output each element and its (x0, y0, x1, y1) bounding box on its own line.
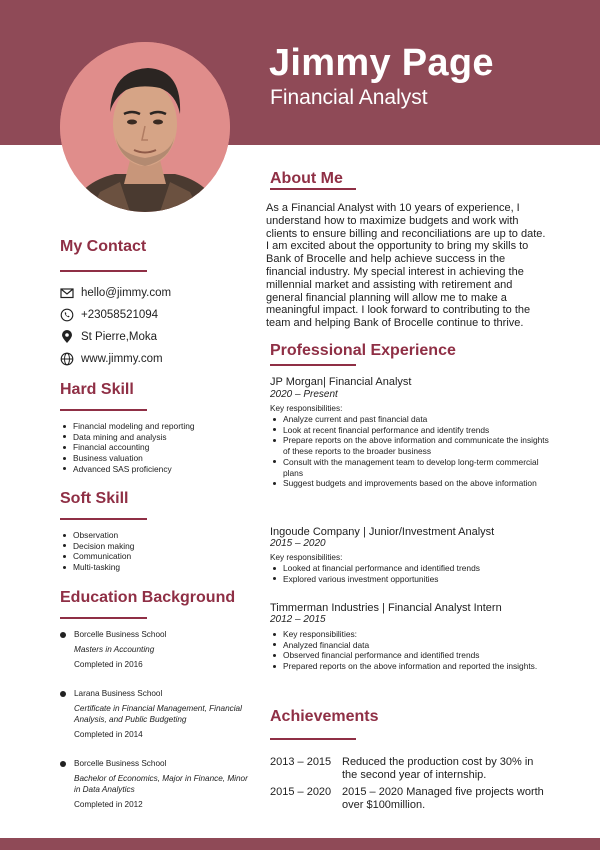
achievement-years: 2013 – 2015 (270, 756, 332, 768)
job-responsibilities (270, 414, 555, 489)
education-degree: Bachelor of Economics, Major in Finance, Minor in Data Analytics (74, 774, 248, 794)
hard-skill-list (60, 421, 250, 475)
education-school: Borcelle Business School (74, 759, 167, 768)
contact-website[interactable] (60, 352, 163, 366)
job-dates: 2015 – 2020 (270, 538, 326, 549)
contact-location (60, 330, 157, 344)
education-degree: Masters in Accounting (74, 645, 155, 654)
education-entry (60, 688, 250, 740)
contact-website-text: www.jimmy.com (81, 353, 163, 365)
list-item: Data mining and analysis (60, 432, 250, 443)
mail-icon (60, 286, 74, 300)
list-item: Financial modeling and reporting (60, 421, 250, 432)
list-item: Suggest budgets and improvements based on the above information (270, 478, 555, 489)
list-item: Advanced SAS proficiency (60, 464, 250, 475)
contact-title: My Contact (60, 238, 147, 255)
list-item: Analyze current and past financial data (270, 414, 555, 425)
portrait-illustration (60, 42, 230, 212)
profile-photo (60, 42, 230, 212)
contact-divider (60, 270, 147, 272)
job-responsibilities (270, 563, 555, 584)
job-responsibilities (270, 629, 555, 672)
list-item: Key responsibilities: (270, 629, 555, 640)
achievement-years: 2015 – 2020 (270, 786, 332, 798)
list-item: Explored various investment opportunities (270, 574, 555, 585)
job-dates: 2020 – Present (270, 389, 338, 400)
education-entry (60, 758, 250, 810)
candidate-role: Financial Analyst (270, 86, 428, 109)
contact-email[interactable] (60, 286, 171, 300)
achievement-text: Reduced the production cost by 30% in the second year of internship. (342, 756, 534, 781)
achievement-text: 2015 – 2020 Managed five projects worth over $100million. (342, 786, 544, 811)
bullet-dot-icon (60, 632, 66, 638)
soft-skill-title: Soft Skill (60, 490, 129, 507)
job-responsibilities-label: Key responsibilities: (270, 553, 343, 562)
list-item: Looked at financial performance and identified trends (270, 563, 555, 574)
candidate-name: Jimmy Page (269, 42, 494, 84)
experience-title: Professional Experience (270, 342, 456, 359)
job-dates: 2012 – 2015 (270, 614, 326, 625)
job-responsibilities-label: Key responsibilities: (270, 404, 343, 413)
list-item: Consult with the management team to develop long-term commercial plans (270, 457, 555, 478)
location-pin-icon (60, 330, 74, 344)
education-school: Borcelle Business School (74, 630, 167, 639)
list-item: Observed financial performance and identified trends (270, 650, 555, 661)
bullet-dot-icon (60, 761, 66, 767)
education-degree: Certificate in Financial Management, Financial Analysis, and Public Budgeting (74, 704, 242, 724)
list-item: Decision making (60, 541, 250, 552)
list-item: Prepare reports on the above information and communicate the insights of these reports to the broader business (270, 435, 555, 456)
contact-phone[interactable] (60, 308, 158, 322)
list-item: Look at recent financial performance and identify trends (270, 425, 555, 436)
job-title: JP Morgan| Financial Analyst (270, 376, 412, 388)
job-title: Timmerman Industries | Financial Analyst Intern (270, 602, 502, 614)
education-school: Larana Business School (74, 689, 163, 698)
hard-skill-title: Hard Skill (60, 381, 134, 398)
list-item: Financial accounting (60, 442, 250, 453)
list-item: Analyzed financial data (270, 640, 555, 651)
experience-divider (270, 364, 356, 366)
job-title: Ingoude Company | Junior/Investment Analyst (270, 526, 495, 538)
contact-email-text: hello@jimmy.com (81, 287, 172, 299)
list-item: Business valuation (60, 453, 250, 464)
list-item: Multi-tasking (60, 562, 250, 573)
education-divider (60, 617, 147, 619)
education-completed: Completed in 2012 (74, 800, 143, 809)
education-title: Education Background (60, 589, 236, 606)
about-divider (270, 188, 356, 190)
contact-location-text: St Pierre,Moka (81, 331, 158, 343)
footer-bar (0, 838, 600, 850)
achievement-row (270, 786, 547, 812)
contact-phone-text: +23058521094 (81, 309, 159, 321)
list-item: Prepared reports on the above information and reported the insights. (270, 661, 555, 672)
globe-icon (60, 352, 74, 366)
education-completed: Completed in 2016 (74, 660, 143, 669)
list-item: Observation (60, 530, 250, 541)
bullet-dot-icon (60, 691, 66, 697)
soft-skill-list (60, 530, 250, 573)
about-title: About Me (270, 170, 343, 187)
achievements-title: Achievements (270, 708, 379, 725)
education-entry (60, 629, 250, 670)
hard-skill-divider (60, 409, 147, 411)
education-completed: Completed in 2014 (74, 730, 143, 739)
achievements-divider (270, 738, 356, 740)
phone-icon (60, 308, 74, 322)
about-text: As a Financial Analyst with 10 years of experience, I understand how to maximize budgets and work with clients to ensure billing and reconciliations are up to date. I am excited about the opportunity to bring my skills to Bank of Brocelle and help achieve success in the financial industry. My special interest in achieving the millennial market and assisting with retirement and general financial planning will allow me to make a meaningful impact. I look forward to contributing to the team and helping Bank of Brocelle continue to thrive. (266, 202, 546, 330)
achievement-row (270, 756, 547, 782)
soft-skill-divider (60, 518, 147, 520)
list-item: Communication (60, 551, 250, 562)
